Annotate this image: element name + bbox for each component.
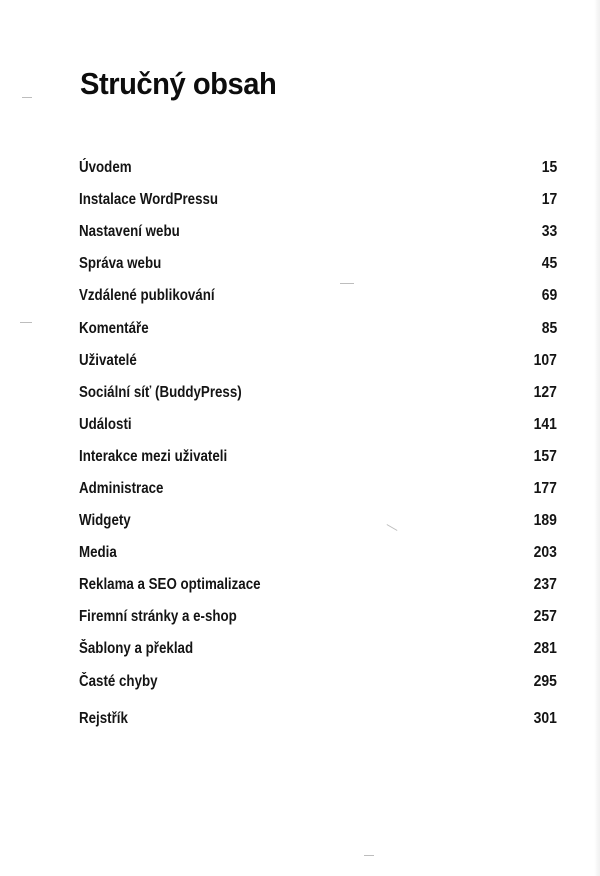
toc-entry-page-number: 203	[533, 544, 557, 562]
toc-entry-title: Media	[79, 544, 117, 562]
toc-entry-title: Šablony a překlad	[79, 640, 194, 658]
toc-entry	[79, 377, 557, 409]
toc-entry-title: Komentáře	[79, 319, 149, 337]
toc-entry-title: Nastavení webu	[79, 223, 180, 241]
toc-entry-page-number: 257	[533, 608, 557, 626]
table-of-contents	[79, 152, 557, 735]
toc-entry	[79, 345, 557, 377]
toc-entry-page-number: 85	[541, 319, 557, 337]
toc-entry-page-number: 33	[541, 223, 557, 241]
toc-entry	[79, 280, 557, 312]
toc-entry-title: Sociální síť (BuddyPress)	[79, 383, 242, 401]
toc-entry-title: Rejstřík	[79, 709, 128, 727]
toc-entry-page-number: 127	[533, 383, 557, 401]
toc-entry-title: Interakce mezi uživateli	[79, 447, 228, 465]
toc-entry-page-number: 281	[533, 640, 557, 658]
toc-entry	[79, 312, 557, 344]
toc-entry-page-number: 177	[533, 479, 557, 497]
toc-entry	[79, 537, 557, 569]
toc-entry-title: Instalace WordPressu	[79, 191, 219, 209]
toc-entry	[79, 601, 557, 633]
toc-entry-title: Reklama a SEO optimalizace	[79, 576, 261, 594]
toc-entry-page-number: 189	[533, 512, 557, 530]
toc-entry-page-number: 237	[533, 576, 557, 594]
scan-speck	[364, 855, 374, 856]
toc-entry-page-number: 301	[533, 709, 557, 727]
toc-entry-title: Vzdálené publikování	[79, 287, 215, 305]
toc-entry-page-number: 107	[533, 351, 557, 369]
scan-speck	[340, 283, 354, 284]
toc-entry-title: Uživatelé	[79, 351, 137, 369]
toc-entry-title: Widgety	[79, 512, 131, 530]
scan-speck	[22, 97, 32, 98]
toc-entry-page-number: 295	[533, 672, 557, 690]
toc-entry-title: Firemní stránky a e-shop	[79, 608, 237, 626]
toc-entry	[79, 152, 557, 184]
scan-speck	[20, 322, 32, 323]
toc-entry	[79, 409, 557, 441]
scan-edge-shadow	[594, 0, 600, 876]
toc-entry-page-number: 45	[541, 255, 557, 273]
toc-entry	[79, 569, 557, 601]
toc-entry-page-number: 69	[541, 287, 557, 305]
toc-entry	[79, 666, 557, 698]
toc-entry	[79, 248, 557, 280]
toc-entry	[79, 184, 557, 216]
toc-entry-title: Administrace	[79, 479, 164, 497]
toc-entry-page-number: 141	[533, 415, 557, 433]
toc-entry	[79, 633, 557, 665]
toc-entry	[79, 473, 557, 505]
toc-entry	[79, 216, 557, 248]
toc-entry-title: Časté chyby	[79, 672, 158, 690]
toc-entry-title: Správa webu	[79, 255, 162, 273]
toc-entry	[79, 703, 557, 735]
toc-entry-page-number: 157	[533, 447, 557, 465]
toc-entry-page-number: 17	[541, 191, 557, 209]
toc-entry-title: Události	[79, 415, 132, 433]
toc-entry	[79, 441, 557, 473]
toc-entry	[79, 505, 557, 537]
page-title: Stručný obsah	[80, 66, 277, 101]
toc-entry-page-number: 15	[541, 159, 557, 177]
toc-entry-title: Úvodem	[79, 159, 132, 177]
